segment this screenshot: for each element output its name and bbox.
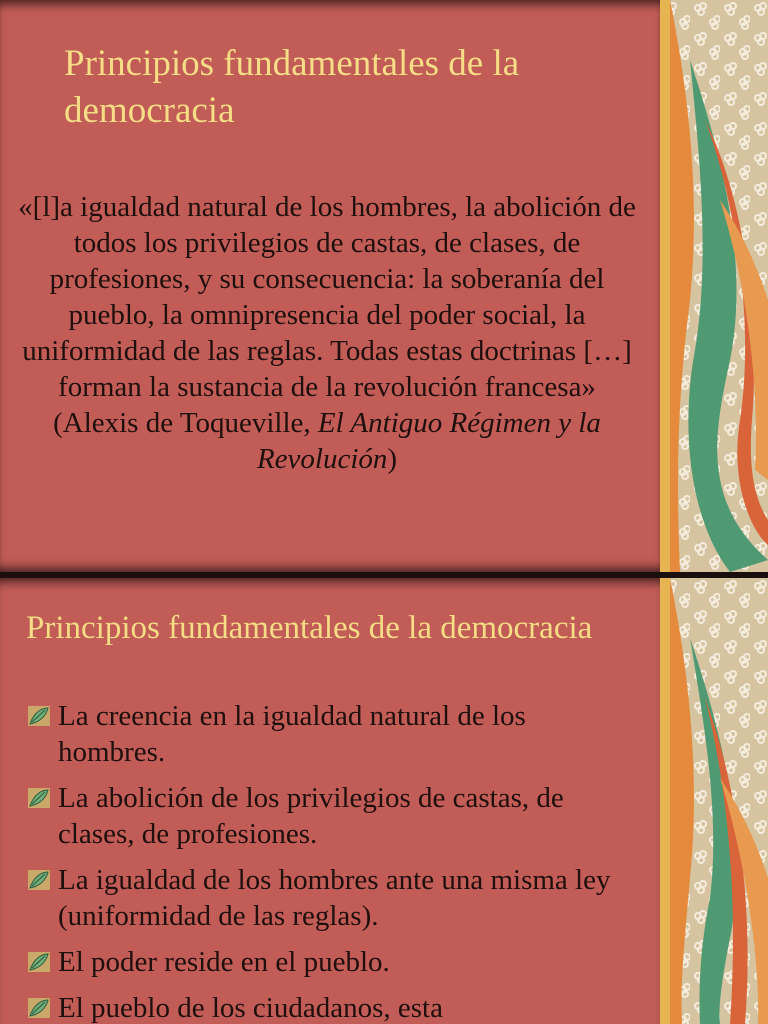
slide-2-content bbox=[0, 578, 660, 1024]
floral-ribbon-icon bbox=[660, 578, 768, 1024]
decorative-side-strip bbox=[660, 0, 768, 572]
decorative-side-strip bbox=[660, 578, 768, 1024]
list-item-text: La igualdad de los hombres ante una misma ley (uniformidad de las reglas). bbox=[58, 864, 611, 932]
slide-1-title: Principios fundamentales de la democracia bbox=[64, 43, 520, 132]
list-item bbox=[28, 862, 638, 934]
floral-ribbon-icon bbox=[660, 0, 768, 572]
slide-1-content bbox=[0, 0, 660, 572]
list-item-text: El poder reside en el pueblo. bbox=[58, 946, 390, 978]
leaf-bullet-icon bbox=[28, 788, 50, 808]
quote-text: «[l]a igualdad natural de los hombres, la abolición de todos los privilegios de castas, de clases, de profesiones, y su consecuencia: la soberanía del pueblo, la omnipresencia del poder social, la uniformidad de las reglas. Todas estas doctrinas […] forman la sustancia de la revolución francesa» (Alexis de Toqueville, bbox=[18, 191, 636, 439]
quote-close: ) bbox=[387, 443, 398, 475]
slide-2-title: Principios fundamentales de la democracia bbox=[26, 610, 593, 646]
list-item-text: La abolición de los privilegios de castas, de clases, de profesiones. bbox=[58, 782, 564, 850]
leaf-bullet-icon bbox=[28, 998, 50, 1018]
slide-2 bbox=[0, 578, 768, 1024]
leaf-bullet-icon bbox=[28, 706, 50, 726]
quote-source-title: El Antiguo Régimen y la Revolución bbox=[256, 407, 601, 475]
list-item bbox=[28, 780, 638, 852]
list-item bbox=[28, 698, 638, 770]
leaf-bullet-icon bbox=[28, 870, 50, 890]
principles-list bbox=[28, 698, 638, 1024]
list-item bbox=[28, 990, 638, 1024]
tocqueville-quote bbox=[12, 189, 642, 477]
list-item bbox=[28, 944, 638, 980]
leaf-bullet-icon bbox=[28, 952, 50, 972]
list-item-text: La creencia en la igualdad natural de los hombres. bbox=[58, 700, 526, 768]
list-item-text: El pueblo de los ciudadanos, esta bbox=[58, 992, 443, 1024]
